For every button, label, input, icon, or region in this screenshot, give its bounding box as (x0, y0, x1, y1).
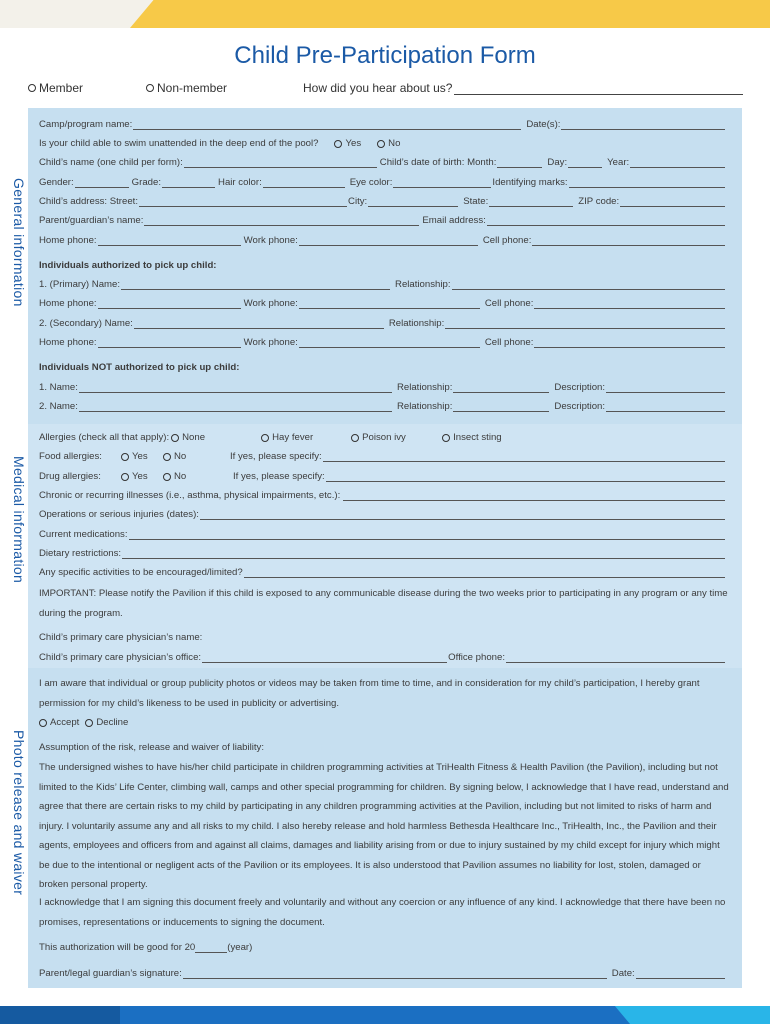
medications-row: Current medications: (39, 526, 726, 540)
banner-stripe (130, 0, 770, 28)
primary-home-phone-input[interactable] (98, 298, 241, 309)
page-title: Child Pre-Participation Form (234, 42, 536, 69)
decline-option[interactable]: Decline (85, 717, 128, 728)
secondary-cell-phone-input[interactable] (534, 337, 725, 348)
operations-row: Operations or serious injuries (dates): (39, 506, 726, 520)
banner-stripe-dark (0, 1006, 120, 1024)
non-member-option[interactable]: Non-member (146, 81, 227, 95)
gender-input[interactable] (75, 177, 129, 188)
secondary-pickup-row: 2. (Secondary) Name: Relationship: (39, 315, 726, 329)
accept-option[interactable]: Accept (39, 717, 79, 728)
child-name-row: Child’s name (one child per form): Child’s date of birth: Month: Day: Year: (39, 154, 726, 168)
section-label-photo: Photo release and waiver (11, 730, 27, 896)
state-input[interactable] (489, 196, 573, 207)
dietary-input[interactable] (122, 548, 725, 559)
primary-phones-row: Home phone: Work phone: Cell phone: (39, 295, 726, 309)
swim-no-radio[interactable] (377, 140, 385, 148)
dates-input[interactable] (561, 119, 725, 130)
child-name-input[interactable] (184, 157, 377, 168)
bottom-banner (0, 1006, 770, 1024)
city-input[interactable] (368, 196, 458, 207)
publicity-consent-row (39, 714, 726, 728)
non-member-radio[interactable] (146, 84, 154, 92)
food-yes-option[interactable]: Yes (121, 451, 163, 462)
how-hear-field[interactable]: How did you hear about us? (303, 81, 743, 95)
not-authorized-description-2[interactable] (606, 401, 725, 412)
signature-row: Parent/legal guardian’s signature: Date: (39, 965, 726, 979)
assumption-heading: Assumption of the risk, release and waiver of liability: (39, 742, 265, 753)
secondary-work-phone-input[interactable] (299, 337, 480, 348)
swim-row: Is your child able to swim unattended in the deep end of the pool? Yes No (39, 138, 401, 149)
swim-yes-option[interactable]: Yes (334, 138, 361, 149)
home-phone-input[interactable] (98, 235, 241, 246)
food-yes-radio[interactable] (121, 453, 129, 461)
allergies-row: Allergies (check all that apply): None Hay fever Poison ivy Insect sting (39, 432, 502, 443)
office-phone-input[interactable] (506, 652, 725, 663)
authorization-year-input[interactable] (195, 942, 227, 953)
primary-work-phone-input[interactable] (299, 298, 480, 309)
allergy-insect-sting-option[interactable]: Insect sting (442, 432, 502, 443)
parent-name-input[interactable] (144, 215, 419, 226)
dob-day-input[interactable] (568, 157, 602, 168)
acknowledge-text: I acknowledge that I am signing this document freely and voluntarily and without any coercion or any influence of any kind. I acknowledge that there have been no promises, representations or inducements to signing the document. (39, 897, 726, 928)
dob-month-input[interactable] (497, 157, 542, 168)
grade-input[interactable] (162, 177, 215, 188)
allergy-poison-ivy-option[interactable]: Poison ivy (351, 432, 442, 443)
food-allergies-row: Food allergies: Yes No If yes, please specify: (39, 448, 726, 462)
drug-yes-radio[interactable] (121, 473, 129, 481)
allergy-hay-fever-radio[interactable] (261, 434, 269, 442)
address-row: Child’s address: Street: City: State: ZIP code: (39, 193, 726, 207)
work-phone-input[interactable] (299, 235, 478, 246)
important-notice: IMPORTANT: Please notify the Pavilion if this child is exposed to any communicable disease during the two weeks prior to participating in any program or any time during the program. (39, 588, 728, 619)
chronic-input[interactable] (343, 490, 725, 501)
not-authorized-heading: Individuals NOT authorized to pick up child: (39, 362, 240, 373)
drug-allergies-row: Drug allergies: Yes No If yes, please specify: (39, 468, 726, 482)
cell-phone-input[interactable] (532, 235, 725, 246)
not-authorized-relationship-2[interactable] (453, 401, 549, 412)
signature-input[interactable] (183, 968, 607, 979)
not-authorized-name-2[interactable] (79, 401, 392, 412)
not-authorized-name-1[interactable] (79, 382, 392, 393)
swim-yes-radio[interactable] (334, 140, 342, 148)
medications-input[interactable] (129, 529, 725, 540)
drug-yes-option[interactable]: Yes (121, 471, 163, 482)
authorized-heading: Individuals authorized to pick up child: (39, 260, 217, 271)
dob-year-input[interactable] (630, 157, 725, 168)
waiver-text: The undersigned wishes to have his/her child participate in children programming activities at TriHealth Fitness & Health Pavilion (the Pavilion), including but not limited to the Kids’ Life Center, climbing wall, camps and other special programming for children. By signing below, I acknowledge that I have read, understand and agree that there are certain risks to my child by participating in any children programming activities at the Pavilion, including but not limited to risks of harm and injury. I voluntarily assume any and all risks to my child. I also hereby release and hold harmless Bethesda Healthcare Inc., TriHealth, Inc., the Pavilion and their agents, employees and officers from and against all claims, damages and liability arising from or due to injury sustained by my child except for injury which might be due to the intentional or negligent acts of the Pavilion or its employees. It is also understood that Pavilion assumes no liability for lost, stolen, damaged or broken personal property. (39, 762, 729, 890)
camp-program-input[interactable] (133, 119, 521, 130)
primary-relationship-input[interactable] (452, 279, 726, 290)
allergy-hay-fever-option[interactable]: Hay fever (261, 432, 351, 443)
membership-row (28, 81, 743, 97)
member-option[interactable]: Member (28, 81, 83, 95)
allergy-poison-ivy-radio[interactable] (351, 434, 359, 442)
operations-input[interactable] (200, 509, 725, 520)
physician-name-row: Child’s primary care physician’s name: (39, 632, 203, 643)
food-no-radio[interactable] (163, 453, 171, 461)
food-no-option[interactable]: No (163, 451, 230, 462)
camp-program-row: Camp/program name: Date(s): (39, 116, 726, 130)
primary-cell-phone-input[interactable] (534, 298, 725, 309)
section-label-medical: Medical information (11, 456, 27, 584)
authorization-row: This authorization will be good for 20 (year) (39, 942, 253, 953)
drug-allergies-input[interactable] (326, 471, 725, 482)
activities-row: Any specific activities to be encouraged/limited? (39, 564, 726, 578)
secondary-name-input[interactable] (134, 318, 384, 329)
accept-radio[interactable] (39, 719, 47, 727)
member-radio[interactable] (28, 84, 36, 92)
section-label-general: General information (11, 178, 27, 307)
identifying-marks-input[interactable] (569, 177, 725, 188)
how-hear-input[interactable] (454, 83, 743, 95)
activities-input[interactable] (244, 567, 725, 578)
email-input[interactable] (487, 215, 725, 226)
parent-row: Parent/guardian’s name: Email address: (39, 212, 726, 226)
not-authorized-relationship-1[interactable] (453, 382, 549, 393)
swim-no-option[interactable]: No (377, 138, 400, 149)
not-authorized-description-1[interactable] (606, 382, 725, 393)
drug-no-radio[interactable] (163, 473, 171, 481)
dietary-row: Dietary restrictions: (39, 545, 726, 559)
secondary-relationship-input[interactable] (445, 318, 725, 329)
primary-pickup-row: 1. (Primary) Name: Relationship: (39, 276, 726, 290)
banner-stripe-light (615, 1006, 770, 1024)
physician-office-input[interactable] (202, 652, 447, 663)
signature-date-input[interactable] (636, 968, 725, 979)
physical-row: Gender: Grade: Hair color: Eye color: Identifying marks: (39, 174, 726, 188)
secondary-phones-row: Home phone: Work phone: Cell phone: (39, 334, 726, 348)
primary-name-input[interactable] (121, 279, 390, 290)
allergy-none-radio[interactable] (171, 434, 179, 442)
eye-color-input[interactable] (393, 177, 491, 188)
publicity-statement: I am aware that individual or group publicity photos or videos may be taken from time to time, and in consideration for my child’s participation, I hereby grant permission for my child’s likeness to be used in publicity or advertising. (39, 678, 700, 709)
not-authorized-row-2: 2. Name: Relationship: Description: (39, 398, 726, 412)
allergy-none-option[interactable]: None (171, 432, 261, 443)
top-banner (0, 0, 770, 28)
drug-no-option[interactable]: No (163, 471, 233, 482)
hair-color-input[interactable] (263, 177, 345, 188)
street-input[interactable] (139, 196, 347, 207)
allergy-insect-sting-radio[interactable] (442, 434, 450, 442)
food-allergies-input[interactable] (323, 451, 725, 462)
phones-row: Home phone: Work phone: Cell phone: (39, 232, 726, 246)
chronic-row: Chronic or recurring illnesses (i.e., asthma, physical impairments, etc.): (39, 487, 726, 501)
zip-input[interactable] (620, 196, 725, 207)
decline-radio[interactable] (85, 719, 93, 727)
physician-office-row: Child’s primary care physician’s office: Office phone: (39, 649, 726, 663)
secondary-home-phone-input[interactable] (98, 337, 241, 348)
not-authorized-row-1: 1. Name: Relationship: Description: (39, 379, 726, 393)
